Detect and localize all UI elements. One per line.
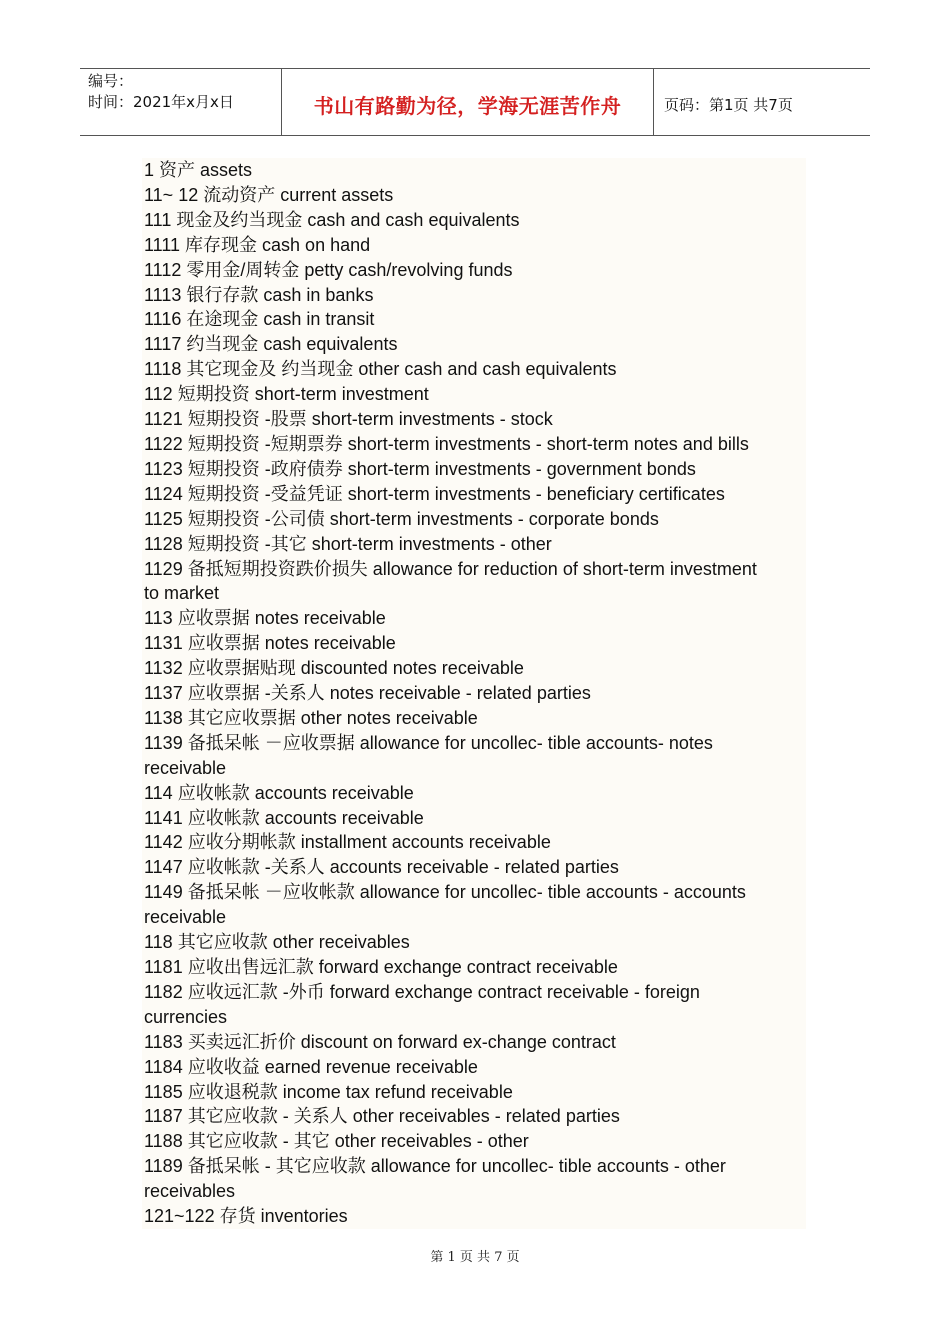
text-line: 1142 应收分期帐款 installment accounts receivable bbox=[144, 832, 551, 853]
text-line: 118 其它应收款 other receivables bbox=[144, 932, 410, 953]
text-line: 1132 应收票据贴现 discounted notes receivable bbox=[144, 658, 524, 679]
text-line: receivable bbox=[144, 757, 227, 778]
text-line: 111 现金及约当现金 cash and cash equivalents bbox=[144, 209, 520, 230]
text-line: 1112 零用金/周转金 petty cash/revolving funds bbox=[144, 259, 513, 280]
text-line: 1121 短期投资 -股票 short-term investments - stock bbox=[144, 409, 553, 430]
text-line: 1138 其它应收票据 other notes receivable bbox=[144, 707, 478, 728]
text-line: 1111 库存现金 cash on hand bbox=[144, 234, 371, 255]
text-line: 121~122 存货 inventories bbox=[144, 1206, 348, 1227]
text-line: 1139 备抵呆帐 －应收票据 allowance for uncollec- tible accounts- notes bbox=[144, 732, 713, 753]
text-line: to market bbox=[144, 583, 220, 604]
page-info: 页码：第1页 共7页 bbox=[664, 95, 793, 114]
text-line: 1123 短期投资 -政府债券 short-term investments - government bonds bbox=[144, 458, 696, 479]
text-line: 1118 其它现金及 约当现金 other cash and cash equivalents bbox=[144, 359, 617, 380]
text-line: 1188 其它应收款 - 其它 other receivables - other bbox=[144, 1131, 529, 1152]
text-line: 1183 买卖远汇折价 discount on forward ex-change contract bbox=[144, 1031, 616, 1052]
text-line: 1182 应收远汇款 -外币 forward exchange contract receivable - foreign bbox=[144, 981, 700, 1002]
motto: 书山有路勤为径，学海无涯苦作舟 bbox=[313, 93, 622, 118]
text-line: 1149 备抵呆帐 －应收帐款 allowance for uncollec- tible accounts - accounts bbox=[144, 882, 746, 903]
header-meta bbox=[80, 69, 282, 135]
text-line: 1189 备抵呆帐 - 其它应收款 allowance for uncollec- tible accounts - other bbox=[144, 1156, 726, 1177]
text-line: 1147 应收帐款 -关系人 accounts receivable - related parties bbox=[144, 857, 619, 878]
time-label: 时间：2021年x月x日 bbox=[88, 93, 234, 111]
text-line: 113 应收票据 notes receivable bbox=[144, 608, 386, 629]
text-line: 112 短期投资 short-term investment bbox=[144, 384, 429, 405]
text-line: 114 应收帐款 accounts receivable bbox=[144, 782, 414, 803]
text-line: 1129 备抵短期投资跌价损失 allowance for reduction of short-term investment bbox=[144, 558, 757, 579]
text-line: 1187 其它应收款 - 关系人 other receivables - related parties bbox=[144, 1106, 620, 1127]
text-line: 1 资产 assets bbox=[144, 160, 253, 180]
text-line: 1113 银行存款 cash in banks bbox=[144, 284, 374, 305]
text-line: 1124 短期投资 -受益凭证 short-term investments - beneficiary certificates bbox=[144, 483, 725, 504]
text-line: 1125 短期投资 -公司债 short-term investments - corporate bonds bbox=[144, 508, 659, 529]
text-line: 1116 在途现金 cash in transit bbox=[144, 309, 375, 330]
text-line: receivables bbox=[144, 1181, 236, 1202]
text-line: 1117 约当现金 cash equivalents bbox=[144, 334, 398, 355]
page-header bbox=[80, 68, 870, 136]
text-line: 1131 应收票据 notes receivable bbox=[144, 633, 396, 654]
text-line: 1128 短期投资 -其它 short-term investments - other bbox=[144, 533, 552, 554]
text-line: 1184 应收收益 earned revenue receivable bbox=[144, 1056, 478, 1077]
header-page-cell bbox=[654, 69, 870, 135]
text-line: 1185 应收退税款 income tax refund receivable bbox=[144, 1081, 513, 1102]
text-line: 11~ 12 流动资产 current assets bbox=[144, 184, 394, 205]
text-line: 1122 短期投资 -短期票券 short-term investments - short-term notes and bills bbox=[144, 433, 749, 454]
header-motto-cell bbox=[282, 69, 654, 135]
document-body bbox=[142, 158, 806, 1229]
text-line: 1137 应收票据 -关系人 notes receivable - related parties bbox=[144, 683, 591, 704]
text-line: receivable bbox=[144, 907, 227, 928]
text-line: currencies bbox=[144, 1006, 228, 1027]
text-line: 1181 应收出售远汇款 forward exchange contract receivable bbox=[144, 957, 618, 977]
number-label: 编号： bbox=[88, 72, 134, 90]
page-footer: 第 1 页 共 7 页 bbox=[430, 1250, 520, 1265]
text-line: 1141 应收帐款 accounts receivable bbox=[144, 807, 424, 828]
